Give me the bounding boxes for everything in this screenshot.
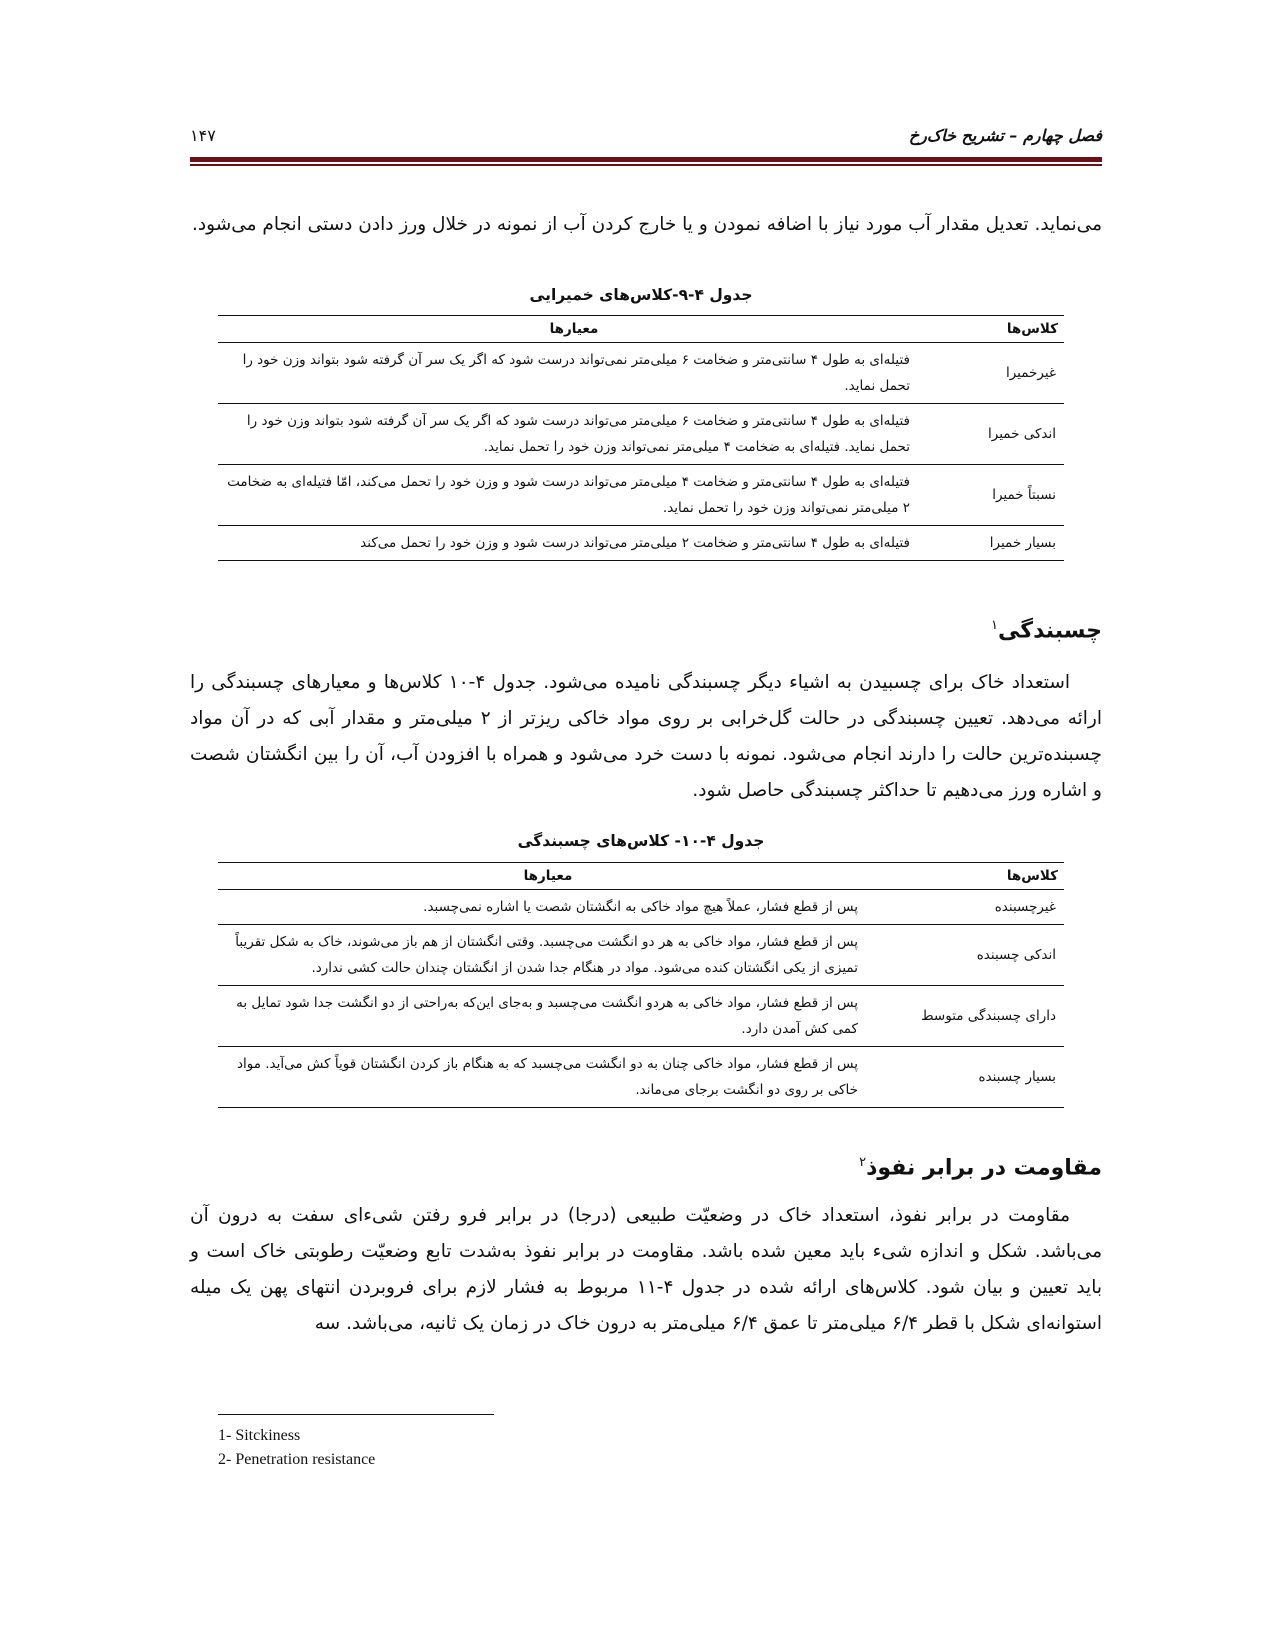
footnote-separator	[218, 1414, 494, 1415]
table-header-row	[218, 316, 1064, 343]
footnote-item: 1- Sitckiness	[218, 1427, 301, 1444]
criteria-cell: پس از قطع فشار، مواد خاکی به هر دو انگشت می‌چسبد. وقتی انگشتان از هم باز می‌شوند، خاک به شکل تقریباً تمیزی از یکی انگشتان کنده می‌شود. مواد در هنگام جدا شدن از انگشتان چندان حالت کشی ندارد.	[218, 925, 878, 986]
column-header-classes: کلاس‌ها	[878, 863, 1064, 890]
column-header-classes: کلاس‌ها	[930, 316, 1064, 343]
criteria-cell: پس از قطع فشار، مواد خاکی به هردو انگشت می‌چسبد و به‌جای این‌که به‌راحتی از دو انگشت جدا شود تمایل به کمی کش آمدن دارد.	[218, 986, 878, 1047]
table-row	[218, 526, 1064, 561]
class-cell: دارای چسبندگی متوسط	[878, 986, 1064, 1047]
header-rule-thin	[190, 164, 1102, 166]
section-title-penetration	[859, 1155, 1102, 1180]
column-header-criteria: معیارها	[218, 316, 930, 343]
criteria-cell: فتیله‌ای به طول ۴ سانتی‌متر و ضخامت ۶ میلی‌متر می‌تواند درست شود که اگر یک سر آن گرفته شود بتواند وزن خود را تحمل نماید. فتیله‌ای به ضخامت ۴ میلی‌متر نمی‌تواند وزن خود را تحمل نماید.	[218, 404, 930, 465]
footnote-item: 2- Penetration resistance	[218, 1451, 376, 1468]
criteria-cell: فتیله‌ای به طول ۴ سانتی‌متر و ضخامت ۶ میلی‌متر نمی‌تواند درست شود که اگر یک سر آن گرفته شود بتواند وزن خود را تحمل نماید.	[218, 343, 930, 404]
criteria-cell: فتیله‌ای به طول ۴ سانتی‌متر و ضخامت ۴ میلی‌متر می‌تواند درست شود و وزن خود را تحمل می‌کند، امّا فتیله‌ای به ضخامت ۲ میلی‌متر نمی‌تواند وزن خود را تحمل نماید.	[218, 465, 930, 526]
table-row	[218, 343, 1064, 404]
criteria-cell: پس از قطع فشار، عملاً هیچ مواد خاکی به انگشتان شصت یا اشاره نمی‌چسبد.	[218, 890, 878, 925]
table-row	[218, 1047, 1064, 1108]
page-header	[190, 122, 1102, 152]
intro-paragraph: می‌نماید. تعدیل مقدار آب مورد نیاز با اضافه نمودن و یا خارج کردن آب از نمونه در خلال ورز دادن دستی انجام می‌شود.	[192, 214, 1102, 235]
chapter-title: فصل چهارم – تشریح خاک‌رخ	[908, 126, 1102, 145]
table-row	[218, 925, 1064, 986]
table-1-caption: جدول ۴-۹-کلاس‌های خمیرایی	[529, 286, 753, 304]
class-cell: بسیار چسبنده	[878, 1047, 1064, 1108]
criteria-cell: پس از قطع فشار، مواد خاکی چنان به دو انگشت می‌چسبد که به هنگام باز کردن انگشتان قویاً کش می‌آید. مواد خاکی بر روی دو انگشت برجای می‌ماند.	[218, 1047, 878, 1108]
footnote-ref: ۱	[991, 618, 999, 633]
class-cell: اندکی چسبنده	[878, 925, 1064, 986]
section-title-stickiness	[991, 618, 1102, 643]
table-row	[218, 465, 1064, 526]
table-row	[218, 890, 1064, 925]
plasticity-table	[218, 315, 1064, 561]
section-title-text: مقاومت در برابر نفوذ	[866, 1155, 1102, 1181]
table-header-row	[218, 863, 1064, 890]
criteria-cell: فتیله‌ای به طول ۴ سانتی‌متر و ضخامت ۲ میلی‌متر می‌تواند درست شود و وزن خود را تحمل می‌کند	[218, 526, 930, 561]
footnotes	[218, 1424, 375, 1472]
table-2-caption: جدول ۴-۱۰- کلاس‌های چسبندگی	[517, 832, 765, 850]
table-row	[218, 986, 1064, 1047]
table-row	[218, 404, 1064, 465]
class-cell: غیرخمیرا	[930, 343, 1064, 404]
column-header-criteria: معیارها	[218, 863, 878, 890]
header-rule-thick	[190, 157, 1102, 162]
stickiness-table	[218, 862, 1064, 1108]
stickiness-paragraph: استعداد خاک برای چسبیدن به اشیاء دیگر چسبندگی نامیده می‌شود. جدول ۴-۱۰ کلاس‌ها و معیارهای چسبندگی را ارائه می‌دهد. تعیین چسبندگی در حالت گل‌خرابی بر روی مواد خاکی ریزتر از ۲ میلی‌متر و مقدار آبی که در آن مواد چسبنده‌ترین حالت را دارند انجام می‌شود. نمونه با دست خرد می‌شود و همراه با افزودن آب، آن را بین انگشتان شصت و اشاره ورز می‌دهیم تا حداکثر چسبندگی حاصل شود.	[190, 672, 1102, 801]
penetration-paragraph: مقاومت در برابر نفوذ، استعداد خاک در وضعیّت طبیعی (درجا) در برابر فرو رفتن شیء‌ای سفت به درون آن می‌باشد. شکل و اندازه شیء باید معین شده باشد. مقاومت در برابر نفوذ به‌شدت تابع وضعیّت رطوبتی خاک است و باید تعیین و بیان شود. کلاس‌های ارائه شده در جدول ۴-۱۱ مربوط به فشار لازم برای فروبردن انتهای پهن یک میله استوانه‌ای شکل با قطر ۶/۴ میلی‌متر تا عمق ۶/۴ میلی‌متر به درون خاک در زمان یک ثانیه، می‌باشد. سه	[190, 1205, 1102, 1334]
class-cell: اندکی خمیرا	[930, 404, 1064, 465]
section-title-text: چسبندگی	[998, 618, 1102, 644]
class-cell: نسبتاً خمیرا	[930, 465, 1064, 526]
class-cell: غیرچسبنده	[878, 890, 1064, 925]
class-cell: بسیار خمیرا	[930, 526, 1064, 561]
page-number: ۱۴۷	[190, 126, 216, 145]
footnote-ref: ۲	[859, 1155, 867, 1170]
